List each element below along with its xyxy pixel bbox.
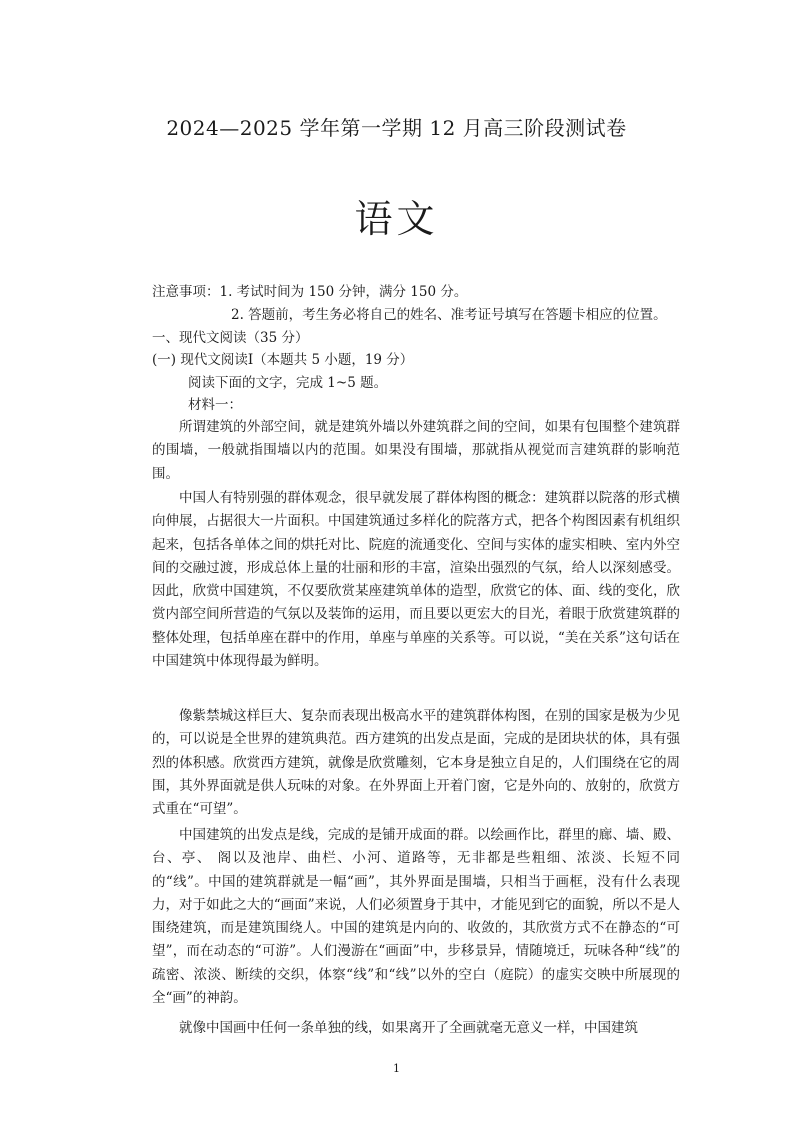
paragraph-4: 中国建筑的出发点是线，完成的是铺开成面的群。以绘画作比，群里的廊、墙、殿、 台、亭、 阁以及池岸、曲栏、小河、道路等，无非都是些粗细、浓淡、长短不同的“线”。中国的建筑群就是一幅“画”，其外界面是围墙，只相当于画框，没有什么表现力，对于如此之大的“画面”来说，人们必须置身于其中，才能见到它的面貌，所以不是人围绕建筑，而是建筑围绕人。中国的建筑是内向的、收敛的，其欣赏方式不在静态的“可望”，而在动态的“可游”。人们漫游在“画面”中，步移景异，情随境迁，玩味各种“线”的疏密、浓淡、断续的交织，体察“线”和“线”以外的空白（庭院）的虚实交映中所展现的全“画”的神韵。 bbox=[152, 827, 680, 1007]
reading-instruction: 阅读下面的文字，完成 1~5 题。 bbox=[188, 375, 388, 391]
sub-section-heading: (一) 现代文阅读Ⅰ（本题共 5 小题，19 分） bbox=[152, 352, 414, 368]
paragraph-3: 像紫禁城这样巨大、复杂而表现出极高水平的建筑群体构图，在别的国家是极为少见的，可以说是全世界的建筑典范。西方建筑的出发点是面，完成的是团块状的体，具有强烈的体积感。欣赏西方建筑，就像是欣赏雕刻，它本身是独立自足的，人们围绕在它的周围，其外界面就是供人玩味的对象。在外界面上开着门窗，它是外向的、放射的，欣赏方式重在“可望”。 bbox=[152, 708, 680, 818]
exam-title: 2024—2025 学年第一学期 12 月高三阶段测试卷 bbox=[166, 116, 627, 140]
paragraph-2: 中国人有特别强的群体观念，很早就发展了群体构图的概念：建筑群以院落的形式横向伸展，占据很大一片面积。中国建筑通过多样化的院落方式，把各个构图因素有机组织起来，包括各单体之间的烘托对比、院庭的流通变化、空间与实体的虚实相映、室内外空间的交融过渡，形成总体上量的壮丽和形的丰富，渲染出强烈的气氛，给人以深刻感受。因此，欣赏中国建筑，不仅要欣赏某座建筑单体的造型，欣赏它的体、面、线的变化，欣赏内部空间所营造的气氛以及装饰的运用，而且要以更宏大的目光，着眼于欣赏建筑群的整体处理，包括单座在群中的作用，单座与单座的关系等。可以说，“美在关系”这句话在中国建筑中体现得最为鲜明。 bbox=[152, 490, 680, 670]
section-heading: 一、现代文阅读（35 分） bbox=[152, 330, 309, 346]
material-label: 材料一： bbox=[188, 397, 242, 413]
paragraph-5: 就像中国画中任何一条单独的线，如果离开了全画就毫无意义一样，中国建筑 bbox=[179, 1020, 638, 1036]
notice-line-2: 2. 答题前，考生务必将自己的姓名、准考证号填写在答题卡相应的位置。 bbox=[231, 307, 667, 323]
notice-line-1: 注意事项：1. 考试时间为 150 分钟，满分 150 分。 bbox=[152, 284, 468, 300]
subject-title: 语文 bbox=[354, 197, 439, 241]
page-number: 1 bbox=[393, 1062, 400, 1075]
paragraph-1: 所谓建筑的外部空间，就是建筑外墙以外建筑群之间的空间，如果有包围整个建筑群的围墙，一般就指围墙以内的范围。如果没有围墙，那就指从视觉而言建筑群的影响范围。 bbox=[152, 419, 680, 482]
